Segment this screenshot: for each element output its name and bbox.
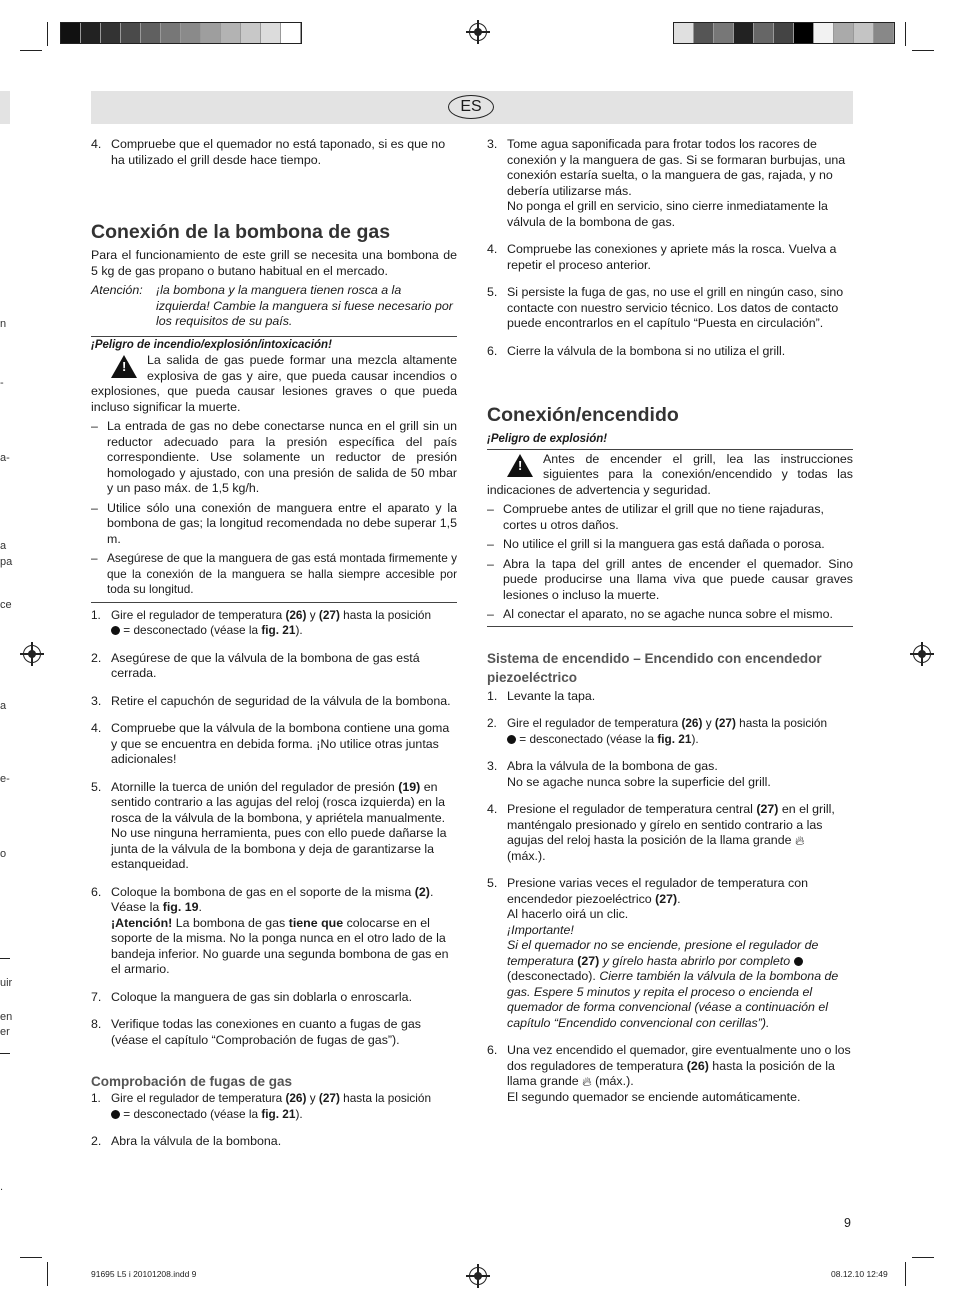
list-item: 2. Asegúrese de que la válvula de la bombona de gas está cerrada. xyxy=(91,650,420,680)
edge-rule xyxy=(0,1053,10,1054)
color-swatch xyxy=(714,23,734,43)
color-swatch xyxy=(121,23,141,43)
intro-text: Para el funcionamiento de este grill se necesita una bombona de 5 kg de gas propano o butano habitual en el mercado. xyxy=(91,248,457,278)
list-item: 6. Coloque la bombona de gas en el soporte de la misma (2). Véase la fig. 19. ¡Atención! La bombona de gas tiene que colocarse en el soporte de la misma. No la ponga nunca en el otro lado de la bandeja inferior. No guarde una segunda bombona de gas en el armario. xyxy=(91,884,449,976)
color-swatch xyxy=(814,23,834,43)
left-column xyxy=(91,137,457,1150)
large-flame-icon: 🔥︎ xyxy=(582,1074,592,1089)
previous-page-band xyxy=(0,91,10,124)
registration-mark-icon xyxy=(23,645,41,663)
list-item: 6. Cierre la válvula de la bombona si no utiliza el grill. xyxy=(487,343,786,358)
section-title: Conexión de la bombona de gas xyxy=(91,221,391,243)
color-swatch xyxy=(101,23,121,43)
off-position-icon xyxy=(111,626,120,635)
color-swatch xyxy=(201,23,221,43)
list-item: – Al conectar el aparato, no se agache nunca sobre el mismo. xyxy=(487,607,853,623)
color-swatch xyxy=(754,23,774,43)
crop-mark xyxy=(912,50,934,51)
color-bar-left xyxy=(60,22,302,44)
list-item: – La entrada de gas no debe conectarse nunca en el grill sin un reductor adecuado para la presión específica del país correspondiente. Use solamente un reductor de presión homologado y ajustado, con una presión de salida de 50 mbar y un paso máx. de 1,5 kg/h. xyxy=(91,419,457,497)
edge-fragment: - xyxy=(0,377,4,389)
off-position-icon xyxy=(794,957,803,966)
warning-list xyxy=(487,502,853,627)
color-swatch xyxy=(834,23,854,43)
list-item: 8. Verifique todas las conexiones en cuanto a fugas de gas (véase el capítulo “Comprobación de fugas de gas”). xyxy=(91,1017,421,1047)
color-swatch xyxy=(674,23,694,43)
color-swatch xyxy=(61,23,81,43)
color-swatch xyxy=(281,23,301,43)
edge-fragment: pa xyxy=(0,556,13,568)
list-item: 4. Presione el regulador de temperatura central (27) en el grill, manténgalo presionado y gírelo en sentido contrario a las agujas del reloj hasta la posición de la llama grande 🔥︎ (máx.). xyxy=(487,802,835,863)
list-item: 1. Gire el regulador de temperatura (26) y (27) hasta la posición = desconectado (véase la fig. 21). xyxy=(91,1091,432,1121)
color-swatch xyxy=(874,23,894,43)
list-item: 1. Levante la tapa. xyxy=(487,688,596,703)
edge-fragment: ce xyxy=(0,599,12,611)
list-item: 5. Si persiste la fuga de gas, no use el grill en ningún caso, sino contacte con nuestro servicio técnico. Los datos de contacto puede encontrarlos en el capítulo “Puesta en circulación”. xyxy=(487,285,844,330)
list-item: 5. Presione varias veces el regulador de temperatura con encendedor piezoeléctrico (27). Al hacerlo oirá un clic. ¡Importante! Si el quemador no se enciende, presione el regulador de temperatura (27) y gírelo hasta abrirlo por completo (desconectado). Cierre también la válvula de la bombona de gas. Espere 5 minutos y repita el proceso o encienda el quemador de forma convencional (véase a continuación el capítulo “Encendido convencional con cerillas”). xyxy=(487,876,839,1030)
edge-fragment: uir xyxy=(0,977,13,989)
list-item: 3. Retire el capuchón de seguridad de la válvula de la bombona. xyxy=(91,693,451,708)
crop-mark xyxy=(20,1257,42,1258)
edge-fragment: . xyxy=(0,1181,4,1193)
large-flame-icon: 🔥︎ xyxy=(794,833,805,848)
crop-mark xyxy=(905,22,906,46)
off-position-icon xyxy=(507,735,516,744)
list-item: 5. Atornille la tuerca de unión del regulador de presión (19) en sentido contrario a las agujas del reloj (rosca izquierda) en la rosca de la válvula de la bombona, y apriétela manualmente. No use ninguna herramienta, pues con ello puede dañarse la junta de la válvula de la bombona y deja de garantizarse la estanqueidad. xyxy=(91,779,447,871)
color-swatch xyxy=(221,23,241,43)
edge-fragment: e- xyxy=(0,773,10,785)
warning-list xyxy=(91,419,457,603)
color-swatch xyxy=(81,23,101,43)
color-swatch xyxy=(141,23,161,43)
crop-mark xyxy=(905,1262,906,1286)
edge-fragment: er xyxy=(0,1026,10,1038)
warning-icon: ! xyxy=(507,454,533,477)
color-swatch xyxy=(734,23,754,43)
color-swatch xyxy=(161,23,181,43)
list-item: – Utilice sólo una conexión de manguera entre el aparato y la bombona de gas; la longitud recomendada no debe superar 1,5 m. xyxy=(91,501,457,548)
list-item: 6. Una vez encendido el quemador, gire eventualmente uno o los dos reguladores de temperatura (26) hasta la posición de la llama grande 🔥︎ (máx.). El segundo quemador se enciende automáticamente. xyxy=(487,1043,851,1104)
edge-fragment: n xyxy=(0,318,7,330)
edge-fragment: a xyxy=(0,700,7,712)
subsection-title: Comprobación de fugas de gas xyxy=(91,1074,293,1089)
list-item: 2. Gire el regulador de temperatura (26) y (27) hasta la posición = desconectado (véase la fig. 21). xyxy=(487,716,828,746)
section-title: Conexión/encendido xyxy=(487,404,679,426)
crop-mark xyxy=(20,50,42,51)
list-item: – Asegúrese de que la manguera de gas está montada firmemente y que la conexión de la manguera se halla siempre accesible por toda su longitud. xyxy=(91,551,457,598)
color-swatch xyxy=(181,23,201,43)
list-item: – No utilice el grill si la manguera gas está dañada o porosa. xyxy=(487,537,853,553)
color-swatch xyxy=(694,23,714,43)
list-item: 3. Tome agua saponificada para frotar todos los racores de conexión y la manguera de gas. Si se formaran burbujas, una conexión estaría suelta, o la manguera de gas, rajada, y no debería utilizarse más. No ponga el grill en servicio, sino cierre inmediatamente la válvula de la bombona de gas. xyxy=(487,137,846,229)
language-badge: ES xyxy=(448,95,494,119)
color-swatch xyxy=(241,23,261,43)
right-column xyxy=(487,137,853,1105)
list-item: 2. Abra la válvula de la bombona. xyxy=(91,1134,282,1148)
edge-fragment: en xyxy=(0,1011,13,1023)
registration-mark-icon xyxy=(469,1267,487,1285)
color-swatch xyxy=(794,23,814,43)
crop-mark xyxy=(47,22,48,46)
warning-title: ¡Peligro de incendio/explosión/intoxicación! xyxy=(91,336,457,354)
color-swatch xyxy=(774,23,794,43)
registration-mark-icon xyxy=(913,645,931,663)
footer-date: 08.12.10 12:49 xyxy=(831,1269,888,1279)
color-swatch xyxy=(261,23,281,43)
atencion-note: Atención: ¡la bombona y la manguera tienen rosca a la izquierda! Cambie la manguera si fuese necesario por los requisitos de su país. xyxy=(91,283,453,328)
footer-file-name: 91695 L5 i 20101208.indd 9 xyxy=(91,1269,197,1279)
list-item: – Compruebe antes de utilizar el grill que no tiene rajaduras, cortes u otros daños. xyxy=(487,502,853,533)
list-item: 7. Coloque la manguera de gas sin doblarla o enroscarla. xyxy=(91,989,413,1004)
edge-fragment: a xyxy=(0,540,7,552)
subsection-title: Sistema de encendido – Encendido con encendedor piezoeléctrico xyxy=(487,650,822,685)
warning-title: ¡Peligro de explosión! xyxy=(487,431,853,450)
list-item: 4. Compruebe que la válvula de la bombona contiene una goma y que se encuentra en debida forma. ¡No utilice otras juntas adicionales! xyxy=(91,721,450,766)
warning-block: ! Antes de encender el grill, lea las instrucciones siguientes para la conexión/encendido y todas las indicaciones de advertencia y seguridad. xyxy=(487,451,853,497)
list-item: 4. Compruebe las conexiones y apriete más la rosca. Vuelva a repetir el proceso anterior. xyxy=(487,242,837,272)
list-item: – Abra la tapa del grill antes de encender el quemador. Sino puede producirse una llama viva que puede causar graves lesiones o incluso la muerte. xyxy=(487,557,853,604)
crop-mark xyxy=(47,1262,48,1286)
list-item: 1. Gire el regulador de temperatura (26) y (27) hasta la posición = desconectado (véase la fig. 21). xyxy=(91,607,432,637)
list-item: 4. Compruebe que el quemador no está taponado, si es que no ha utilizado el grill desde hace tiempo. xyxy=(91,137,446,167)
list-item: 3. Abra la válvula de la bombona de gas. No se agache nunca sobre la superficie del grill. xyxy=(487,759,771,789)
warning-block: ! La salida de gas puede formar una mezcla altamente explosiva de gas y aire, que pueda causar incendios o explosiones, que pueda causar lesiones graves o que pueda incluso significar la muerte. xyxy=(91,353,457,414)
color-swatch xyxy=(854,23,874,43)
color-bar-right xyxy=(673,22,895,44)
crop-mark xyxy=(912,1257,934,1258)
page-number: 9 xyxy=(844,1216,851,1230)
warning-icon: ! xyxy=(111,355,137,378)
edge-rule xyxy=(0,958,10,959)
edge-fragment: o xyxy=(0,848,7,860)
off-position-icon xyxy=(111,1110,120,1119)
edge-fragment: a- xyxy=(0,452,10,464)
registration-mark-icon xyxy=(469,23,487,41)
